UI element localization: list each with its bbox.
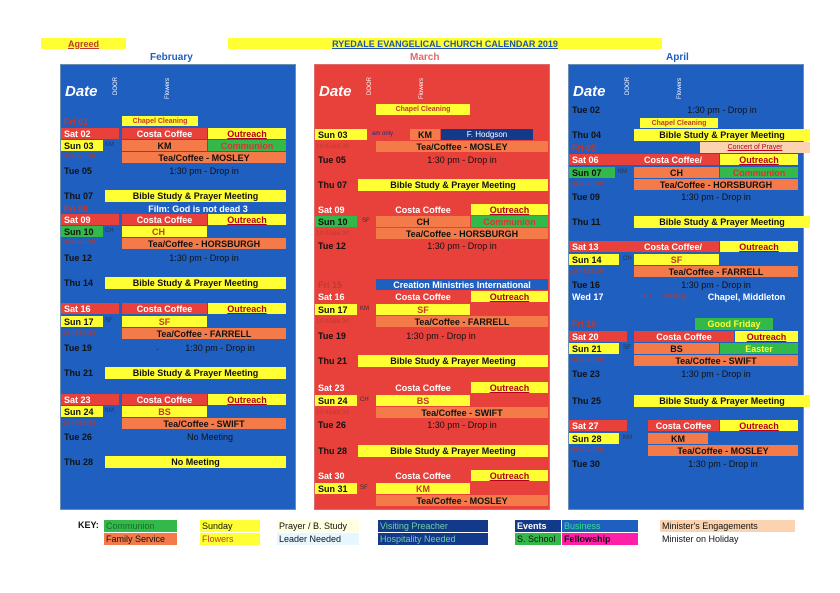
chapel-middleton: Chapel, Middleton [695,291,798,303]
teacoffee-mosley-march-2: Tea/Coffee - MOSLEY [376,495,548,506]
date-thu14: Thu 14 [64,278,94,288]
date-sun14-april: Sun 14 [569,254,619,265]
outreach-april-3: Outreach [735,331,798,342]
date-thu11-april: Thu 11 [572,217,601,227]
drop-in-3: 1:30 pm - Drop in [185,343,255,353]
date-sat30-march: Sat 30 [315,470,367,481]
door-km: KM [105,142,114,148]
service-times: 10:45&6:30 [62,153,96,160]
bible-study-april-3: Bible Study & Prayer Meeting [634,395,810,407]
teacoffee-swift: Tea/Coffee - SWIFT [122,418,286,429]
date-fri19-april: Fri 19 [572,319,597,329]
date-thu21-march: Thu 21 [318,356,348,366]
flowers-sf: SF [122,316,207,327]
key-flowers: Flowers [200,533,260,545]
key-family-service: Family Service [104,533,177,545]
month-march: March [410,52,440,63]
flowers-sf-april: SF [634,254,719,265]
date-sun10-march: Sun 10 [315,216,357,227]
costa-coffee-april: Costa Coffee/ [627,154,719,165]
flowers-sf-march: SF [376,304,470,315]
door-sf-march-2: SF [360,485,368,491]
calendar-title: RYEDALE EVANGELICAL CHURCH CALENDAR 2019 [228,38,662,49]
service-times-march-4: 10:45&6:30 [316,409,350,416]
outreach-2: Outreach [208,214,286,225]
drop-in-march: 1:30 pm - Drop in [427,155,497,165]
date-sat23-march: Sat 23 [315,382,367,393]
date-sun28-april: Sun 28 [569,433,619,444]
costa-coffee-3: Costa Coffee [122,303,207,314]
date-header: Date [65,83,98,100]
door-sf: SF [105,318,113,324]
date-sat16: Sat 16 [61,303,119,314]
bible-study-march: Bible Study & Prayer Meeting [358,179,548,191]
costa-coffee-2: Costa Coffee [122,214,207,225]
door-km-2: KM [105,408,114,414]
service-times-april-2: 10:45&6:30 [570,268,604,275]
key-communion: Communion [104,520,177,532]
date-tue12-march: Tue 12 [318,241,346,251]
date-thu04-april: Thu 04 [572,130,602,140]
date-sat23: Sat 23 [61,394,119,405]
date-tue23-april: Tue 23 [572,369,600,379]
bible-study-march-2: Bible Study & Prayer Meeting [358,355,548,367]
teacoffee-farrell-march: Tea/Coffee - FARRELL [376,316,548,327]
teacoffee-horsburgh-april: Tea/Coffee - HORSBURGH [634,179,798,190]
flowers-km-march: KM [410,129,440,140]
date-tue05-march: Tue 05 [318,155,346,165]
door-sf-april: SF [623,345,631,351]
date-tue26-march: Tue 26 [318,420,346,430]
costa-coffee-april-4: Costa Coffee [648,420,719,431]
film-event: Film: God is not dead 3 [105,203,291,214]
date-tue05: Tue 05 [64,166,92,176]
drop-in-april-5: 1:30 pm - Drop in [688,459,758,469]
key-prayer-study: Prayer / B. Study [277,520,359,532]
am-only: am only [372,131,394,137]
date-fri08: Fri 08 [64,203,89,214]
date-sat09-march: Sat 09 [315,204,367,215]
flowers-ch: CH [122,226,207,237]
month-april: April [666,52,689,63]
service-times-march-2: 10:45&6:30 [316,230,350,237]
drop-in-april-4: 1:30 pm - Drop in [681,369,751,379]
service-times-march-3: 10:45&6:30 [316,318,350,325]
date-tue26: Tue 26 [64,432,92,442]
date-tue19: Tue 19 [64,343,92,353]
bus-label: Bus. [641,294,654,300]
date-fri05-april: Fri 05 [572,142,597,153]
key-label: KEY: [78,520,99,530]
date-sun31-march: Sun 31 [315,483,357,494]
drop-in-march-3: 1:30 pm - Drop in [406,331,476,341]
teacoffee-horsburgh-march: Tea/Coffee - HORSBURGH [376,228,548,239]
date-thu28: Thu 28 [64,457,94,467]
date-sun03-march: Sun 03 [315,129,367,140]
costa-coffee-april-3: Costa Coffee [634,331,734,342]
date-tue12: Tue 12 [64,253,92,263]
bible-study: Bible Study & Prayer Meeting [105,190,286,202]
outreach-3: Outreach [208,303,286,314]
date-sat16-march: Sat 16 [315,291,367,302]
service-times-3: 10:45&6:30 [62,330,96,337]
teacoffee-horsburgh: Tea/Coffee - HORSBURGH [122,238,286,249]
flowers-bs-april: BS [634,343,719,354]
door-km-march: KM [360,306,369,312]
door-ch: CH [105,228,114,234]
drop-in-march-2: 1:30 pm - Drop in [427,241,497,251]
visiting-preacher: F. Hodgson [441,129,533,140]
costa-coffee-march-4: Costa Coffee [376,470,470,481]
date-fri15-march: Fri 15 [318,280,343,290]
chapel-cleaning-march: Chapel Cleaning [376,104,470,115]
teacoffee-mosley-march: Tea/Coffee - MOSLEY [376,141,548,152]
date-thu07: Thu 07 [64,191,94,201]
date-thu28-march: Thu 28 [318,446,348,456]
easter: Easter [720,343,798,354]
date-tue09-april: Tue 09 [572,192,600,202]
date-sat06-april: Sat 06 [569,154,627,165]
key-minister-on-holiday: Minister on Holiday [662,534,739,544]
date-sun10: Sun 10 [61,226,103,237]
date-header-april: Date [573,83,606,100]
date-tue19-march: Tue 19 [318,331,346,341]
communion-april: Communion [720,167,798,178]
date-sun24: Sun 24 [61,406,103,417]
date-sat09: Sat 09 [61,214,119,225]
key-events: Events [515,520,561,532]
date-sun24-march: Sun 24 [315,395,357,406]
costa-coffee-april-2: Costa Coffee/ [627,241,719,252]
costa-coffee-4: Costa Coffee [122,394,207,405]
key-sunday: Sunday [200,520,260,532]
flowers-header-march: Flowers [419,77,425,99]
flowers-bs-march: BS [376,395,470,406]
key-business: Business [562,520,638,532]
outreach-march-3: Outreach [471,382,548,393]
communion: Communion [208,140,286,151]
service-times-4: 10:45&6:30 [62,420,96,427]
bible-study-april-2: Bible Study & Prayer Meeting [634,216,810,228]
communion-march: Communion [471,216,548,227]
outreach-march-4: Outreach [471,470,548,481]
flowers-ch-april: CH [634,167,719,178]
meeting-label: Meeting [664,294,686,300]
drop-in-april-3: 1:30 pm - Drop in [681,280,751,290]
flowers-ch-march: CH [376,216,470,227]
month-february: February [150,52,193,63]
date-tue16-april: Tue 16 [572,280,600,290]
date-sun03: Sun 03 [61,140,103,151]
date-sun21-april: Sun 21 [569,343,619,354]
door-km-april-2: KM [623,435,632,441]
drop-in-march-4: 1:30 pm - Drop in [427,420,497,430]
concert-of-prayer: Concert of Prayer [700,142,810,153]
good-friday: Good Friday [695,318,773,330]
teacoffee-swift-april: Tea/Coffee - SWIFT [634,355,798,366]
door-ch-march: CH [360,397,369,403]
date-sat13-april: Sat 13 [569,241,627,252]
date-fri01: Fri 01 [64,117,89,127]
outreach-march-2: Outreach [471,291,548,302]
costa-coffee: Costa Coffee [122,128,207,139]
outreach-march: Outreach [471,204,548,215]
outreach: Outreach [208,128,286,139]
date-header-march: Date [319,83,352,100]
drop-in-april-2: 1:30 pm - Drop in [681,192,751,202]
key-leader-needed: Leader Needed [277,533,359,545]
door-sf-march: SF [362,218,370,224]
date-sat27-april: Sat 27 [569,420,627,431]
key-s-school: S. School [515,533,561,545]
flowers-km-march-2: KM [376,483,470,494]
costa-coffee-march: Costa Coffee [376,204,470,215]
costa-coffee-march-2: Costa Coffee [376,291,470,302]
drop-in: 1:30 pm - Drop in [169,166,239,176]
flowers-km-april: KM [648,433,708,444]
service-times-april-4: 10:45&6:30 [570,447,604,454]
key-ministers-engagements: Minister's Engagements [660,520,795,532]
date-thu25-april: Thu 25 [572,396,602,406]
date-sat20-april: Sat 20 [569,331,627,342]
drop-in-april: 1:30 pm - Drop in [687,105,757,115]
teacoffee-farrell: Tea/Coffee - FARRELL [122,328,286,339]
date-sun07-april: Sun 07 [569,167,615,178]
date-wed17-april: Wed 17 [569,291,627,303]
key-visiting-preacher: Visiting Preacher [378,520,488,532]
drop-in-2: 1:30 pm - Drop in [169,253,239,263]
chapel-cleaning-april: Chapel Cleaning [640,118,718,128]
date-sun17-march: Sun 17 [315,304,357,315]
teacoffee-swift-march: Tea/Coffee - SWIFT [376,407,548,418]
chapel-cleaning: Chapel Cleaning [122,116,198,126]
outreach-april: Outreach [720,154,798,165]
date-tue02-april: Tue 02 [572,105,600,115]
date-tue30-april: Tue 30 [572,459,600,469]
teacoffee-mosley-april: Tea/Coffee - MOSLEY [648,445,798,456]
service-times-april: 10:45&6:30 [570,181,604,188]
costa-coffee-march-3: Costa Coffee [376,382,470,393]
bible-study-march-3: Bible Study & Prayer Meeting [358,445,548,457]
no-meeting: No Meeting [186,432,234,442]
key-hospitality-needed: Hospitality Needed [378,533,488,545]
teacoffee-farrell-april: Tea/Coffee - FARRELL [634,266,798,277]
flowers-header: Flowers [165,77,171,99]
date-sat02: Sat 02 [61,128,119,139]
service-times-march: 10:45&6:30 [316,143,350,150]
no-meeting-2: No Meeting [105,456,286,468]
key-fellowship: Fellowship [562,533,638,545]
flowers-km: KM [122,140,207,151]
door-km-april: KM [618,169,627,175]
outreach-april-4: Outreach [720,420,798,431]
door-ch-april: CH [623,256,632,262]
date-sun17: Sun 17 [61,316,103,327]
door-header-march: DOOR [367,77,373,95]
teacoffee-mosley: Tea/Coffee - MOSLEY [122,152,286,163]
outreach-april-2: Outreach [720,241,798,252]
bible-study-3: Bible Study & Prayer Meeting [105,367,286,379]
door-header: DOOR [113,77,119,95]
flowers-bs: BS [122,406,207,417]
service-times-april-3: 10:45&6:30 [570,357,604,364]
door-header-april: DOOR [625,77,631,95]
bible-study-2: Bible Study & Prayer Meeting [105,277,286,289]
agreed-label: Agreed [41,38,126,49]
date-thu21: Thu 21 [64,368,94,378]
dash: - [156,344,159,354]
flowers-header-april: Flowers [677,77,683,99]
date-thu07-march: Thu 07 [318,180,348,190]
outreach-4: Outreach [208,394,286,405]
bible-study-april: Bible Study & Prayer Meeting [634,129,810,141]
service-times-2: 10:45&6:30 [62,239,96,246]
creation-ministries: Creation Ministries International [376,279,548,290]
